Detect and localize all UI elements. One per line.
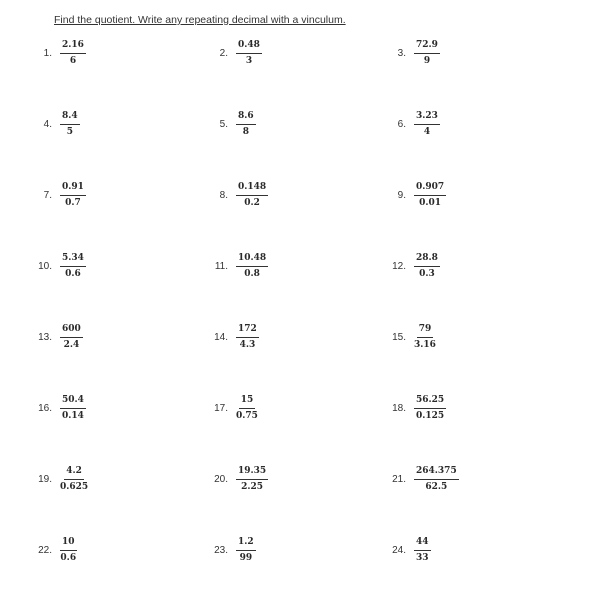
fraction	[236, 111, 256, 138]
problem-13	[38, 324, 83, 351]
numerator: 4.2	[64, 466, 84, 480]
problem-number: 18.	[392, 403, 406, 414]
problem-8	[214, 182, 268, 209]
fraction	[236, 182, 268, 209]
denominator: 33	[416, 553, 429, 563]
denominator: 2.25	[241, 482, 264, 492]
fraction	[414, 395, 446, 422]
problem-5	[214, 111, 256, 138]
denominator: 0.75	[236, 411, 258, 421]
problem-16	[38, 395, 86, 422]
fraction	[414, 466, 459, 493]
fraction	[236, 40, 262, 67]
fraction	[414, 111, 440, 138]
denominator: 0.7	[65, 198, 81, 208]
problem-number: 16.	[38, 403, 52, 414]
problem-number: 17.	[214, 403, 228, 414]
fraction	[236, 253, 268, 280]
denominator: 62.5	[425, 482, 448, 492]
numerator: 1.2	[236, 537, 256, 551]
problem-11	[214, 253, 268, 280]
numerator: 44	[414, 537, 431, 551]
denominator: 4	[423, 127, 431, 137]
problem-number: 19.	[38, 474, 52, 485]
fraction	[414, 40, 440, 67]
fraction	[60, 253, 86, 280]
numerator: 0.48	[236, 40, 262, 54]
problem-number: 7.	[43, 190, 52, 201]
numerator: 5.34	[60, 253, 86, 267]
fraction	[60, 40, 86, 67]
fraction	[60, 395, 86, 422]
problem-number: 20.	[214, 474, 228, 485]
denominator: 3.16	[414, 340, 436, 350]
problem-24	[392, 537, 431, 564]
denominator: 0.01	[419, 198, 442, 208]
denominator: 5	[66, 127, 73, 137]
fraction	[236, 537, 256, 564]
fraction	[60, 111, 80, 138]
fraction	[60, 324, 83, 351]
numerator: 15	[239, 395, 256, 409]
problem-number: 4.	[43, 119, 52, 130]
denominator: 3	[245, 56, 253, 66]
denominator: 0.6	[60, 553, 77, 563]
problem-number: 5.	[219, 119, 228, 130]
denominator: 9	[423, 56, 431, 66]
numerator: 3.23	[414, 111, 440, 125]
fraction	[236, 324, 259, 351]
numerator: 28.8	[414, 253, 440, 267]
problem-number: 12.	[392, 261, 406, 272]
denominator: 0.625	[60, 482, 89, 492]
numerator: 19.35	[236, 466, 268, 480]
denominator: 99	[239, 553, 253, 563]
problem-number: 1.	[43, 48, 52, 59]
problem-15	[392, 324, 436, 351]
numerator: 10	[60, 537, 77, 551]
denominator: 2.4	[63, 340, 80, 350]
fraction	[60, 466, 88, 493]
problem-4	[38, 111, 80, 138]
denominator: 0.125	[416, 411, 445, 421]
problem-number: 11.	[214, 261, 228, 272]
problem-19	[38, 466, 88, 493]
denominator: 0.14	[62, 411, 84, 421]
problem-3	[392, 40, 440, 67]
denominator: 0.3	[419, 269, 435, 279]
denominator: 0.6	[65, 269, 81, 279]
fraction	[414, 324, 436, 351]
problem-14	[214, 324, 259, 351]
problem-7	[38, 182, 86, 209]
numerator: 79	[417, 324, 434, 338]
numerator: 0.907	[414, 182, 446, 196]
denominator: 4.3	[239, 340, 256, 350]
fraction	[60, 537, 77, 564]
problem-21	[392, 466, 459, 493]
worksheet-instructions: Find the quotient. Write any repeating decimal with a vinculum.	[54, 14, 346, 26]
numerator: 2.16	[60, 40, 86, 54]
problem-number: 21.	[392, 474, 406, 485]
problem-number: 9.	[397, 190, 406, 201]
problem-number: 14.	[214, 332, 228, 343]
fraction	[60, 182, 86, 209]
fraction	[414, 253, 440, 280]
numerator: 10.48	[236, 253, 268, 267]
problem-number: 3.	[397, 48, 406, 59]
problem-9	[392, 182, 446, 209]
problem-18	[392, 395, 446, 422]
fraction	[236, 395, 258, 422]
numerator: 600	[60, 324, 83, 338]
numerator: 50.4	[60, 395, 86, 409]
denominator: 6	[69, 56, 77, 66]
problem-12	[392, 253, 440, 280]
numerator: 8.6	[236, 111, 256, 125]
problem-22	[38, 537, 77, 564]
problem-1	[38, 40, 86, 67]
denominator: 0.8	[244, 269, 260, 279]
problem-number: 22.	[38, 545, 52, 556]
problem-number: 2.	[219, 48, 228, 59]
problem-number: 6.	[397, 119, 406, 130]
problem-number: 8.	[219, 190, 228, 201]
numerator: 8.4	[60, 111, 80, 125]
problem-20	[214, 466, 268, 493]
denominator: 8	[242, 127, 249, 137]
problem-6	[392, 111, 440, 138]
fraction	[414, 537, 431, 564]
fraction	[236, 466, 268, 493]
numerator: 0.148	[236, 182, 268, 196]
numerator: 172	[236, 324, 259, 338]
numerator: 72.9	[414, 40, 440, 54]
fraction	[414, 182, 446, 209]
numerator: 264.375	[414, 466, 459, 480]
problem-17	[214, 395, 258, 422]
problem-number: 24.	[392, 545, 406, 556]
problem-10	[38, 253, 86, 280]
problem-number: 10.	[38, 261, 52, 272]
problem-number: 23.	[214, 545, 228, 556]
denominator: 0.2	[244, 198, 260, 208]
problem-2	[214, 40, 262, 67]
numerator: 0.91	[60, 182, 86, 196]
problem-number: 13.	[38, 332, 52, 343]
problem-23	[214, 537, 256, 564]
numerator: 56.25	[414, 395, 446, 409]
problem-number: 15.	[392, 332, 406, 343]
